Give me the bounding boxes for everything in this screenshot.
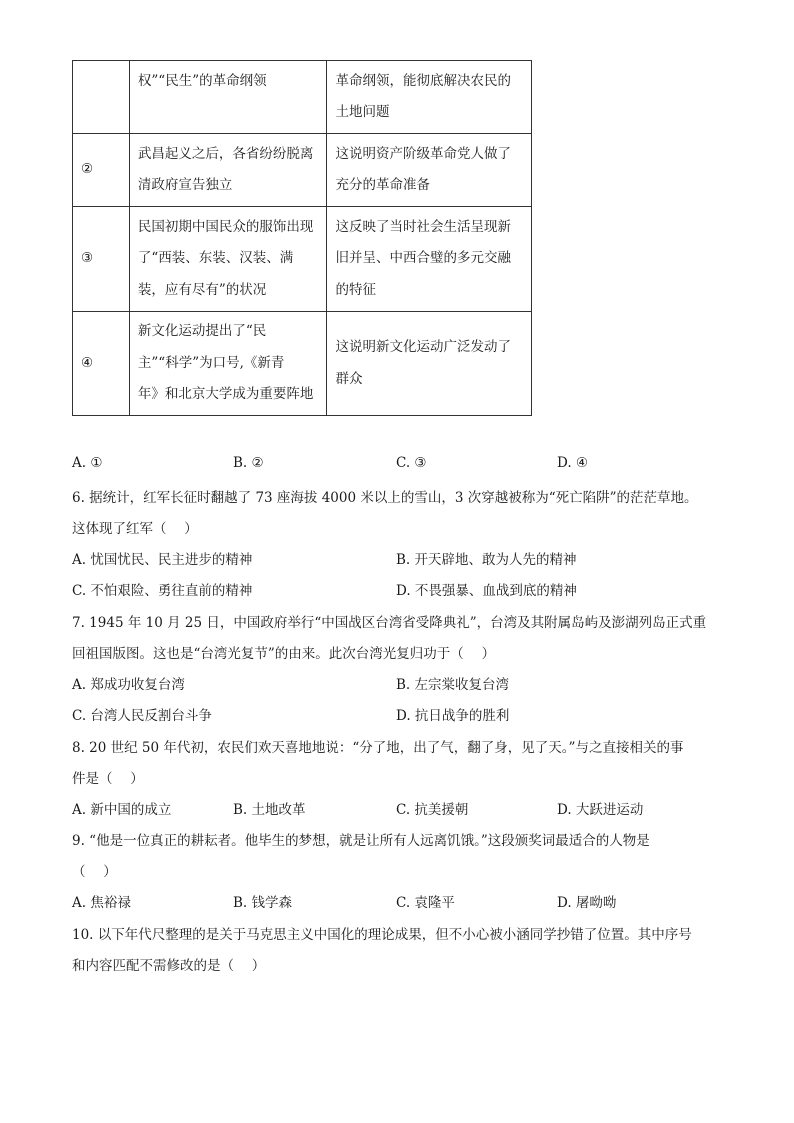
cell-line: 装，应有尽有”的状况 [137, 281, 267, 298]
cell-line: 革命纲领，能彻底解决农民的 [335, 72, 511, 89]
q6-stem-line: 6. 据统计，红军长征时翻越了 73 座海拔 4000 米以上的雪山，3 次穿越被称为“死亡陷阱”的茫茫草地。 [72, 490, 698, 506]
row-number: ③ [73, 207, 130, 312]
q6-option-c[interactable]: C. 不怕艰险、勇往直前的精神 [72, 583, 253, 599]
row-number [73, 61, 130, 134]
q7-option-d[interactable]: D. 抗日战争的胜利 [396, 708, 510, 724]
cell-line: 民国初期中国民众的服饰出现 [137, 218, 314, 235]
cell-line: 权”“民生”的革命纲领 [137, 73, 267, 89]
q6-option-b[interactable]: B. 开天辟地、敢为人先的精神 [396, 552, 577, 568]
cell-line: 土地问题 [335, 104, 390, 120]
cell-line: 这反映了当时社会生活呈现新 [335, 218, 511, 235]
cell-line: 主”“科学”为口号,《新青 [137, 354, 285, 371]
q7-option-b[interactable]: B. 左宗棠收复台湾 [396, 677, 510, 693]
analysis-cell [327, 312, 532, 416]
q9-stem-line: 9. “他是一位真正的耕耘者。他毕生的梦想，就是让所有人远离饥饿。”这段颁奖词最适合的人物是 [72, 833, 650, 849]
q8-option-c[interactable]: C. 抗美援朝 [396, 802, 469, 818]
q6-stem-line: 这体现了红军（ ） [72, 521, 198, 537]
cell-line: 充分的革命准备 [335, 177, 430, 193]
cell-line: 旧并呈、中西合璧的多元交融 [335, 250, 511, 267]
cell-line: 群众 [335, 370, 363, 387]
cell-line: 清政府宣告独立 [137, 177, 233, 193]
q8-option-a[interactable]: A. 新中国的成立 [72, 802, 172, 818]
analysis-cell [327, 207, 532, 312]
q5-option-a[interactable]: A. ① [72, 455, 103, 471]
row-number: ④ [73, 312, 130, 416]
table-row [73, 207, 532, 312]
q9-option-a[interactable]: A. 焦裕禄 [72, 895, 131, 911]
q5-option-c[interactable]: C. ③ [396, 455, 427, 471]
cell-line: 武昌起义之后，各省纷纷脱离 [137, 145, 314, 162]
q5-option-b[interactable]: B. ② [233, 455, 264, 471]
q7-stem-line: 7. 1945 年 10 月 25 日，中国政府举行“中国战区台湾省受降典礼”，台湾及其附属岛屿及澎湖列岛正式重 [72, 615, 707, 631]
cell-line: 这说明资产阶级革命党人做了 [335, 145, 511, 162]
q6-option-d[interactable]: D. 不畏强暴、血战到底的精神 [396, 583, 577, 599]
q10-stem-line: 和内容匹配不需修改的是（ ） [72, 958, 266, 974]
q10-stem-line: 10. 以下年代尺整理的是关于马克思主义中国化的理论成果，但不小心被小涵同学抄错了位置。其中序号 [72, 927, 692, 943]
table-row [73, 61, 532, 134]
q9-option-c[interactable]: C. 袁隆平 [396, 895, 455, 911]
analysis-cell [327, 61, 532, 134]
q7-option-c[interactable]: C. 台湾人民反割台斗争 [72, 708, 212, 724]
cell-line: 这说明新文化运动广泛发动了 [335, 339, 511, 355]
analysis-cell [327, 134, 532, 207]
row-number: ② [73, 134, 130, 207]
table-row [73, 134, 532, 207]
q8-option-b[interactable]: B. 土地改革 [233, 802, 306, 818]
event-cell [129, 312, 327, 416]
table-row [73, 312, 532, 416]
cell-line: 新文化运动提出了“民 [137, 323, 267, 340]
cell-line: 了“西装、东装、汉装、满 [137, 250, 294, 267]
q8-option-d[interactable]: D. 大跃进运动 [557, 802, 644, 818]
event-cell [129, 61, 327, 134]
q9-option-d[interactable]: D. 屠呦呦 [557, 895, 617, 911]
q5-option-d[interactable]: D. ④ [557, 455, 589, 471]
q9-option-b[interactable]: B. 钱学森 [233, 895, 293, 911]
q7-stem-line: 回祖国版图。这也是“台湾光复节”的由来。此次台湾光复归功于（ ） [72, 646, 496, 662]
event-cell [129, 134, 327, 207]
cell-line: 的特征 [335, 281, 376, 298]
q8-stem-line: 件是（ ） [72, 771, 144, 787]
q6-option-a[interactable]: A. 忧国忧民、民主进步的精神 [72, 552, 253, 568]
q9-stem-line: （ ） [72, 864, 117, 880]
event-cell [129, 207, 327, 312]
q7-option-a[interactable]: A. 郑成功收复台湾 [72, 677, 185, 693]
cell-line: 年》和北京大学成为重要阵地 [137, 386, 314, 403]
answer-table [72, 60, 532, 416]
q8-stem-line: 8. 20 世纪 50 年代初，农民们欢天喜地地说：“分了地，出了气，翻了身，见了天。”与之直接相关的事 [72, 740, 684, 756]
